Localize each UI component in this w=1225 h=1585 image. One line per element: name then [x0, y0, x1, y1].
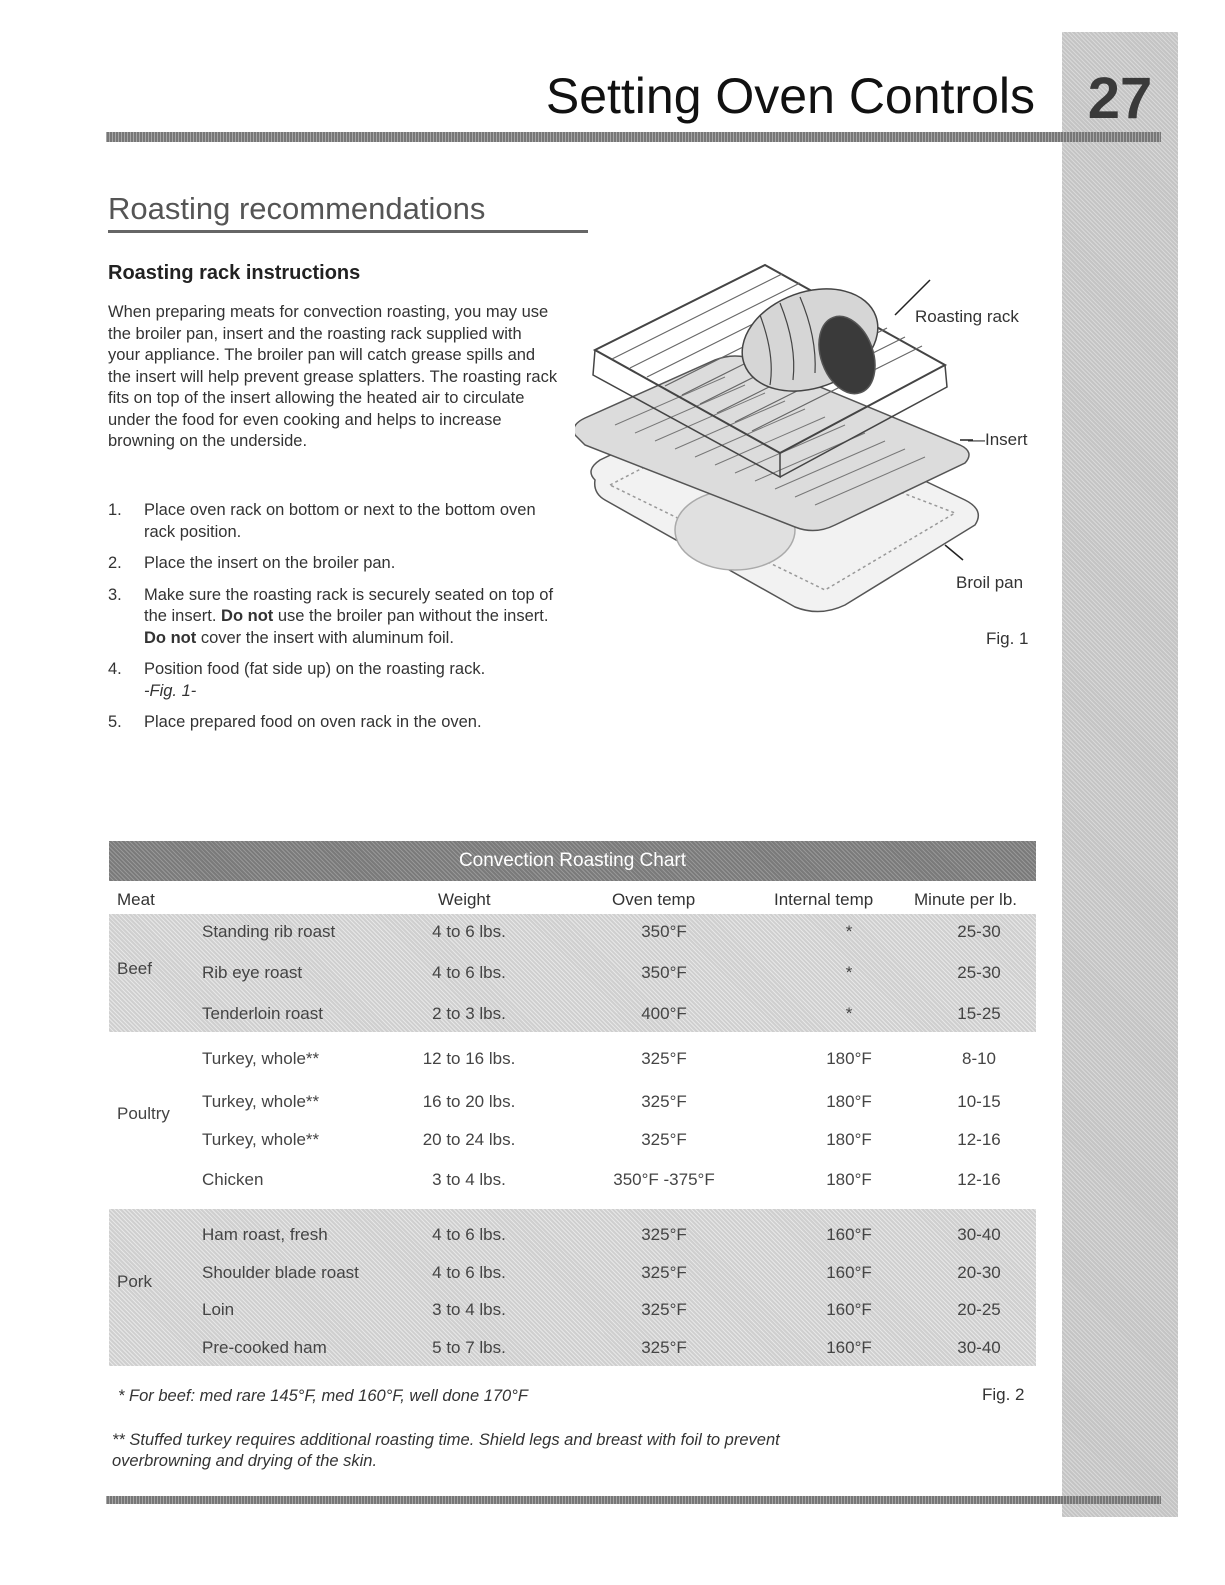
chart-title: Convection Roasting Chart: [109, 841, 1036, 881]
page-number: 27: [1087, 66, 1153, 131]
step-text: Position food (fat side up) on the roasting rack.: [144, 660, 486, 678]
step-number: 3.: [108, 585, 122, 604]
cell-internal-temp: 160°F: [826, 1263, 872, 1282]
cell-minutes: 10-15: [957, 1092, 1001, 1111]
cell-internal-temp: *: [845, 963, 853, 982]
cell-oven-temp: 325°F: [641, 1092, 687, 1111]
cell-weight: 4 to 6 lbs.: [432, 1263, 506, 1282]
label-roasting-rack: Roasting rack: [915, 307, 1019, 326]
table-row: [109, 1000, 1036, 1028]
figure-2-caption: Fig. 2: [982, 1385, 1025, 1404]
cell-oven-temp: 400°F: [641, 1004, 687, 1023]
cell-oven-temp: 325°F: [641, 1263, 687, 1282]
step-item: [108, 553, 568, 575]
cell-weight: 12 to 16 lbs.: [422, 1049, 516, 1068]
step-item: [108, 659, 568, 702]
column-header-internal-temp: Internal temp: [774, 890, 874, 909]
footnote-beef: * For beef: med rare 145°F, med 160°F, well done 170°F: [118, 1387, 528, 1405]
cell-cut: Loin: [202, 1300, 235, 1319]
column-header-oven-temp: Oven temp: [612, 890, 696, 909]
column-header-meat: Meat: [117, 890, 155, 909]
table-row: [109, 1334, 1036, 1362]
cell-minutes: 30-40: [957, 1338, 1001, 1357]
table-row: [109, 959, 1036, 987]
cell-internal-temp: 180°F: [826, 1092, 872, 1111]
cell-oven-temp: 350°F: [641, 922, 687, 941]
step-text-part: Make sure the roasting rack is securely seated on top of the insert.: [144, 585, 554, 625]
cell-weight: 2 to 3 lbs.: [432, 1004, 506, 1023]
intro-paragraph: When preparing meats for convection roasting, you may use the broiler pan, insert and the roasting rack supplied with your appliance. The broiler pan will catch grease spills and the insert will help prevent grease splatters. The roasting rack fits on top of the insert allowing the heated air to circulate under the food for even cooking and helps to increase browning on the underside.: [108, 303, 558, 450]
cell-internal-temp: 160°F: [826, 1300, 872, 1319]
label-broil-pan: Broil pan: [956, 573, 1024, 592]
header-rule: [106, 132, 1161, 142]
group-beef: [109, 914, 1036, 1032]
cell-cut: Tenderloin roast: [202, 1004, 323, 1023]
table-row: [109, 918, 1036, 946]
table-row: [109, 1088, 1036, 1116]
cell-cut: Rib eye roast: [202, 963, 303, 982]
cell-minutes: 25-30: [957, 922, 1001, 941]
cell-cut: Pre-cooked ham: [202, 1338, 327, 1357]
cell-weight: 16 to 20 lbs.: [422, 1092, 516, 1111]
cell-weight: 4 to 6 lbs.: [432, 922, 506, 941]
step-text: [144, 586, 553, 647]
table-row: [109, 1296, 1036, 1324]
cell-internal-temp: 180°F: [826, 1130, 872, 1149]
footer-rule: [106, 1496, 1161, 1504]
step-number: 2.: [108, 554, 122, 572]
cell-weight: 3 to 4 lbs.: [432, 1170, 506, 1189]
step-number: 4.: [108, 660, 122, 678]
figure-reference: -Fig. 1-: [144, 681, 197, 700]
cell-weight: 5 to 7 lbs.: [432, 1338, 506, 1357]
cell-minutes: 20-25: [957, 1300, 1001, 1319]
step-item: [108, 585, 568, 650]
cell-cut: Turkey, whole**: [202, 1049, 320, 1068]
cell-internal-temp: *: [845, 922, 853, 941]
group-poultry: [109, 1041, 1036, 1201]
instruction-steps: [108, 500, 568, 744]
group-label: Beef: [117, 959, 152, 978]
table-row: [109, 1259, 1036, 1287]
cell-weight: 20 to 24 lbs.: [422, 1130, 516, 1149]
cell-minutes: 30-40: [957, 1225, 1001, 1244]
table-row: [109, 1221, 1036, 1249]
cell-weight: 4 to 6 lbs.: [432, 963, 506, 982]
cell-cut: Turkey, whole**: [202, 1130, 320, 1149]
column-header-weight: Weight: [438, 890, 491, 909]
cell-cut: Ham roast, fresh: [202, 1225, 328, 1244]
label-insert-text: Insert: [985, 430, 1028, 449]
cell-internal-temp: *: [845, 1004, 853, 1023]
cell-internal-temp: 160°F: [826, 1225, 872, 1244]
step-item: [108, 712, 568, 734]
cell-cut: Standing rib roast: [202, 922, 336, 941]
cell-weight: 4 to 6 lbs.: [432, 1225, 506, 1244]
subsection-title: Roasting rack instructions: [108, 262, 361, 284]
step-emphasis: Do not: [144, 628, 197, 647]
cell-internal-temp: 180°F: [826, 1049, 872, 1068]
table-row: [109, 1166, 1036, 1194]
cell-oven-temp: 325°F: [641, 1225, 687, 1244]
cell-cut: Chicken: [202, 1170, 264, 1189]
page-title: Setting Oven Controls: [545, 68, 1035, 124]
group-pork: [109, 1209, 1036, 1366]
step-number: 1.: [108, 501, 122, 519]
group-label: Pork: [117, 1272, 152, 1291]
cell-weight: 3 to 4 lbs.: [432, 1300, 506, 1319]
cell-minutes: 20-30: [957, 1263, 1001, 1282]
side-stripe: [1062, 32, 1178, 1517]
step-text: Place prepared food on oven rack in the oven.: [144, 713, 482, 731]
step-text: Place oven rack on bottom or next to the bottom oven rack position.: [144, 501, 536, 541]
cell-oven-temp: 350°F: [641, 963, 687, 982]
footnote-turkey: ** Stuffed turkey requires additional roasting time. Shield legs and breast with foil to prevent overbrowning and drying of the skin.: [112, 1431, 780, 1470]
table-row: [109, 1126, 1036, 1154]
cell-minutes: 15-25: [957, 1004, 1001, 1023]
step-number: 5.: [108, 713, 122, 731]
cell-minutes: 12-16: [957, 1130, 1001, 1149]
section-title: Roasting recommendations: [108, 190, 588, 233]
cell-cut: Turkey, whole**: [202, 1092, 320, 1111]
cell-minutes: 12-16: [957, 1170, 1001, 1189]
cell-oven-temp: 325°F: [641, 1300, 687, 1319]
cell-cut: Shoulder blade roast: [202, 1263, 359, 1282]
step-text-part: use the broiler pan without the insert.: [273, 607, 549, 625]
cell-oven-temp: 325°F: [641, 1049, 687, 1068]
step-text: Place the insert on the broiler pan.: [144, 554, 396, 572]
step-text-part: cover the insert with aluminum foil.: [196, 628, 454, 647]
cell-minutes: 25-30: [957, 963, 1001, 982]
step-emphasis: Do not: [221, 607, 274, 625]
cell-oven-temp: 325°F: [641, 1338, 687, 1357]
cell-internal-temp: 180°F: [826, 1170, 872, 1189]
table-row: [109, 1045, 1036, 1073]
cell-oven-temp: 350°F -375°F: [613, 1170, 715, 1189]
figure-1-caption: Fig. 1: [986, 629, 1029, 648]
cell-minutes: 8-10: [961, 1049, 997, 1068]
roasting-rack-figure: [575, 255, 1045, 655]
label-insert: —Insert: [968, 430, 1028, 449]
cell-oven-temp: 325°F: [641, 1130, 687, 1149]
column-header-minutes: Minute per lb.: [914, 890, 1017, 909]
group-label: Poultry: [117, 1104, 170, 1123]
cell-internal-temp: 160°F: [826, 1338, 872, 1357]
step-item: [108, 500, 568, 543]
